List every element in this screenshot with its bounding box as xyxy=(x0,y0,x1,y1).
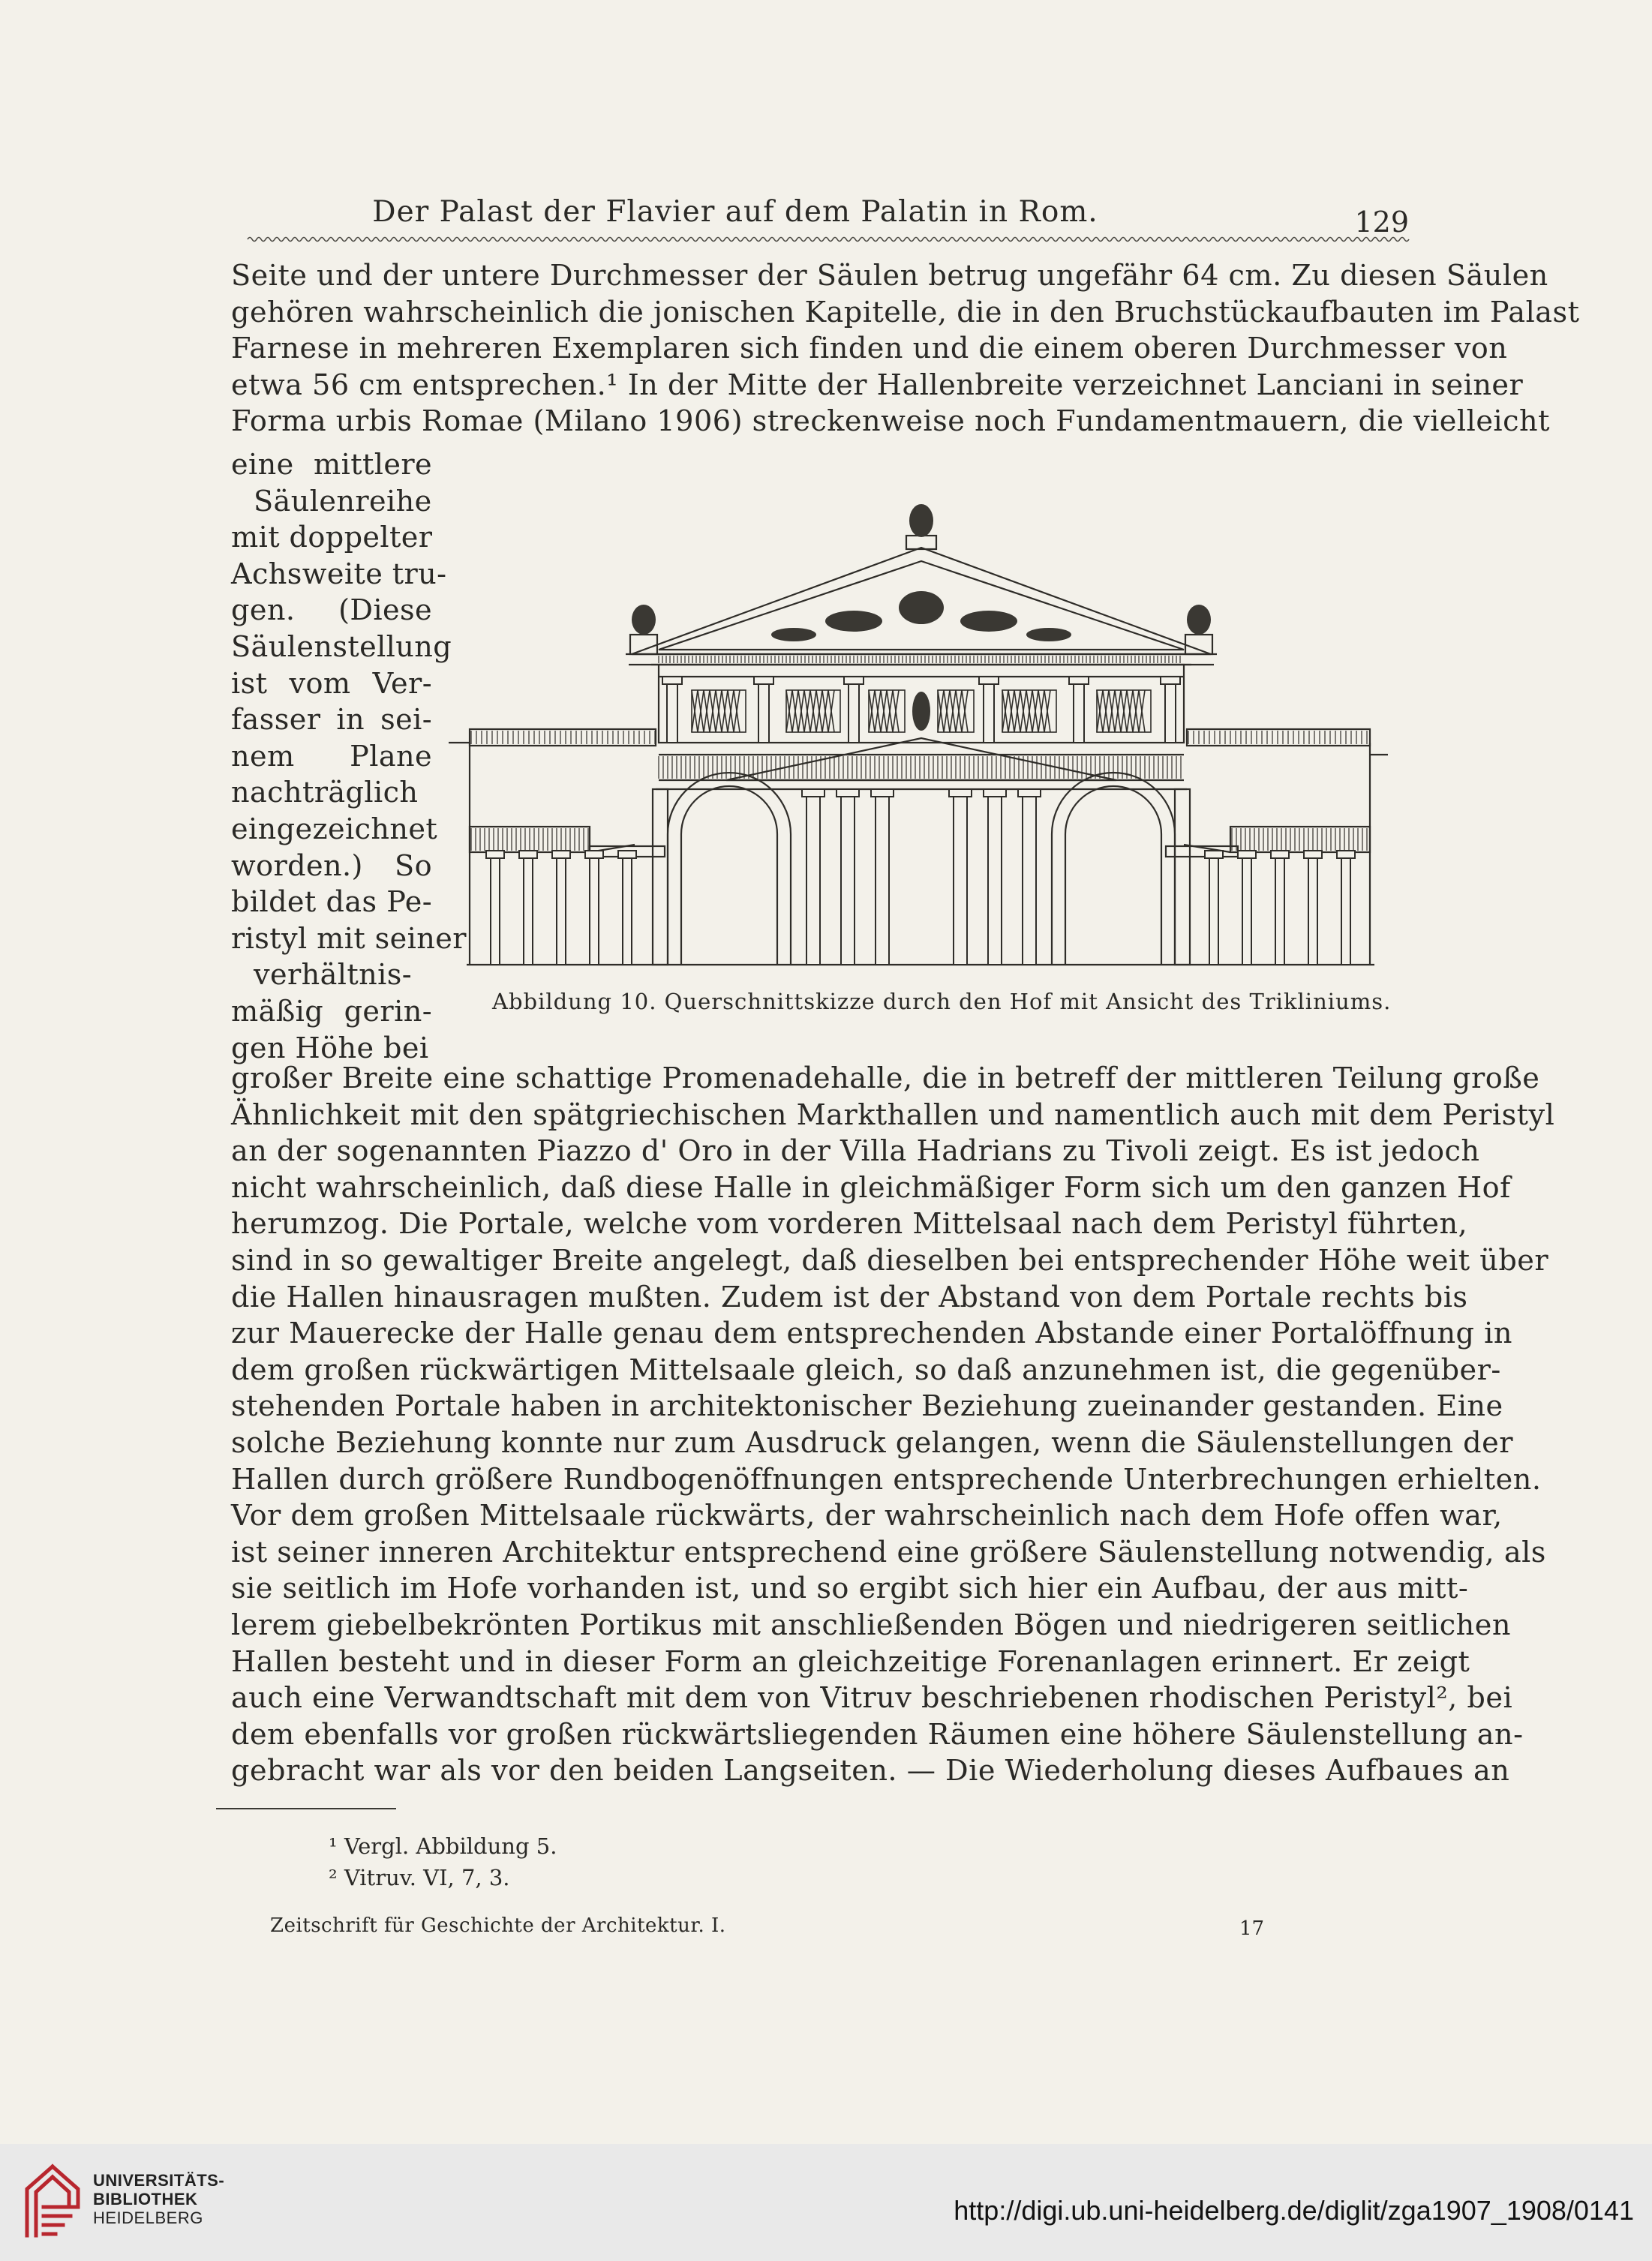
sheet-number: 17 xyxy=(1239,1917,1265,1940)
text-line: Forma urbis Romae (Milano 1906) streckenweise noch Fundamentmauern, die vielleicht xyxy=(231,405,1550,439)
column xyxy=(1165,684,1176,743)
paragraph-wrap-column xyxy=(231,447,467,1067)
text-line: Säulenreihe xyxy=(254,485,432,518)
running-title: Der Palast der Flavier auf dem Palatin in Rom. xyxy=(372,195,1098,229)
column-capital xyxy=(1271,851,1289,858)
text-line: ristyl mit seiner xyxy=(231,922,467,956)
source-url-link[interactable]: http://digi.ub.uni-heidelberg.de/diglit/zga1907_1908/0141 xyxy=(954,2195,1634,2226)
footnote-rule xyxy=(216,1808,396,1809)
text-line: die Hallen hinausragen mußten. Zudem ist der Abstand von dem Portale rechts bis xyxy=(231,1281,1468,1314)
text-line: mit doppelter xyxy=(231,521,433,555)
column xyxy=(876,797,889,965)
column-capital xyxy=(871,789,894,797)
running-header xyxy=(248,189,1409,245)
text-line: Hallen durch größere Rundbogenöffnungen entsprechende Unterbrechungen erhielten. xyxy=(231,1463,1542,1497)
column-capital xyxy=(486,851,504,858)
column xyxy=(491,858,500,965)
library-logo-icon[interactable] xyxy=(18,2162,87,2240)
column xyxy=(557,858,566,965)
text-line: fasser in sei- xyxy=(231,704,432,737)
column-capital xyxy=(844,677,864,684)
library-name: UNIVERSITÄTS- BIBLIOTHEK HEIDELBERG xyxy=(93,2171,225,2227)
column xyxy=(623,858,632,965)
text-line: gen Höhe bei xyxy=(231,1031,429,1065)
text-line: verhältnis- xyxy=(254,959,413,992)
figure-caption: Abbildung 10. Querschnittskizze durch den Hof mit Ansicht des Trikliniums. xyxy=(492,989,1392,1014)
column-capital xyxy=(802,789,824,797)
column-capital xyxy=(1161,677,1180,684)
column xyxy=(667,684,677,743)
paragraph-top xyxy=(231,258,1580,440)
text-line: gehören wahrscheinlich die jonischen Kapitelle, die in den Bruchstückaufbauten im Palast xyxy=(231,296,1580,329)
text-line: Achsweite tru- xyxy=(231,557,447,591)
architectural-elevation-drawing xyxy=(434,488,1409,983)
text-line: zur Mauerecke der Halle genau dem entsprechenden Abstande einer Portalöffnung in xyxy=(231,1317,1512,1351)
column xyxy=(1023,797,1036,965)
column-capital xyxy=(519,851,537,858)
text-line: Hallen besteht und in dieser Form an gleichzeitige Forenanlagen erinnert. Er zeigt xyxy=(231,1645,1470,1679)
column xyxy=(1209,858,1218,965)
column-capital xyxy=(1337,851,1355,858)
journal-signature: Zeitschrift für Geschichte der Architektur. I. xyxy=(270,1914,726,1937)
text-line: etwa 56 cm entsprechen.¹ In der Mitte der Hallenbreite verzeichnet Lanciani in seiner xyxy=(231,368,1524,402)
column-capital xyxy=(1069,677,1089,684)
column-capital xyxy=(1018,789,1041,797)
text-line: solche Beziehung konnte nur zum Ausdruck gelangen, wenn die Säulenstellungen der xyxy=(231,1426,1513,1460)
text-line: eine mittlere xyxy=(231,449,432,482)
text-line: sind in so gewaltiger Breite angelegt, daß dieselben bei entsprechender Höhe weit über xyxy=(231,1244,1549,1278)
text-line: Farnese in mehreren Exemplaren sich finden und die einem oberen Durchmesser von xyxy=(231,332,1508,366)
text-line: stehenden Portale haben in architektonischer Beziehung zueinander gestanden. Eine xyxy=(231,1390,1503,1424)
text-line: sie seitlich im Hofe vorhanden ist, und so ergibt sich hier ein Aufbau, der aus mitt- xyxy=(231,1572,1469,1606)
page-number: 129 xyxy=(1354,206,1409,239)
column xyxy=(841,797,855,965)
text-line: großer Breite eine schattige Promenadehalle, die in betreff der mittleren Teilung große xyxy=(231,1062,1540,1095)
column xyxy=(1242,858,1251,965)
text-line: ist seiner inneren Architektur entsprechend eine größere Säulenstellung notwendig, als xyxy=(231,1536,1546,1569)
text-line: mäßig gerin- xyxy=(231,995,432,1028)
text-line: eingezeichnet xyxy=(231,812,438,846)
column xyxy=(1341,858,1350,965)
text-line: gebracht war als vor den beiden Langseiten. — Die Wiederholung dieses Aufbaues an xyxy=(231,1755,1510,1788)
column xyxy=(524,858,533,965)
column xyxy=(1308,858,1317,965)
text-line: ist vom Ver- xyxy=(231,667,432,701)
text-line: lerem giebelbekrönten Portikus mit anschließenden Bögen und niedrigeren seitlichen xyxy=(231,1608,1511,1642)
column xyxy=(758,684,769,743)
footnote-2: ² Vitruv. VI, 7, 3. xyxy=(329,1865,510,1890)
text-line: nem Plane xyxy=(231,740,432,773)
text-line: bildet das Pe- xyxy=(231,886,432,920)
footnotes xyxy=(329,1830,557,1893)
text-line: worden.) So xyxy=(231,849,432,883)
column-capital xyxy=(979,677,999,684)
text-line: auch eine Verwandtschaft mit dem von Vitruv beschriebenen rhodischen Peristyl², bei xyxy=(231,1682,1513,1716)
column-capital xyxy=(984,789,1006,797)
column xyxy=(1275,858,1284,965)
column-capital xyxy=(552,851,570,858)
column-capital xyxy=(949,789,972,797)
column-capital xyxy=(1238,851,1256,858)
column-capital xyxy=(618,851,636,858)
column xyxy=(806,797,820,965)
figure-triclinium-section xyxy=(434,488,1409,983)
column xyxy=(1074,684,1084,743)
text-line: Ähnlichkeit mit den spätgriechischen Markthallen und namentlich auch mit dem Peristyl xyxy=(231,1098,1555,1132)
column xyxy=(984,684,994,743)
column xyxy=(988,797,1002,965)
text-line: herumzog. Die Portale, welche vom vorderen Mittelsaal nach dem Peristyl führten, xyxy=(231,1208,1468,1242)
text-line: dem ebenfalls vor großen rückwärtsliegenden Räumen eine höhere Säulenstellung an- xyxy=(231,1718,1524,1752)
text-line: gen. (Diese xyxy=(231,594,432,628)
text-line: Seite und der untere Durchmesser der Säulen betrug ungefähr 64 cm. Zu diesen Säulen xyxy=(231,260,1548,293)
column-capital xyxy=(1304,851,1322,858)
wavy-rule xyxy=(248,234,1409,245)
column xyxy=(849,684,859,743)
column-capital xyxy=(754,677,773,684)
text-line: nachträglich xyxy=(231,776,419,810)
column-capital xyxy=(662,677,682,684)
text-line: Säulenstellung xyxy=(231,630,452,664)
text-line: an der sogenannten Piazzo d' Oro in der Villa Hadrians zu Tivoli zeigt. Es ist jedoch xyxy=(231,1135,1480,1169)
column xyxy=(590,858,599,965)
text-line: Vor dem großen Mittelsaale rückwärts, der wahrscheinlich nach dem Hofe offen war, xyxy=(231,1500,1503,1533)
footnote-1: ¹ Vergl. Abbildung 5. xyxy=(329,1833,557,1859)
column-capital xyxy=(585,851,603,858)
column-capital xyxy=(1205,851,1223,858)
column xyxy=(954,797,967,965)
paragraph-bottom xyxy=(231,1061,1555,1790)
text-line: nicht wahrscheinlich, daß diese Halle in gleichmäßiger Form sich um den ganzen Hof xyxy=(231,1171,1511,1205)
text-line: dem großen rückwärtigen Mittelsaale gleich, so daß anzunehmen ist, die gegenüber- xyxy=(231,1353,1501,1387)
footer-bar xyxy=(0,2144,1652,2261)
column-capital xyxy=(837,789,859,797)
